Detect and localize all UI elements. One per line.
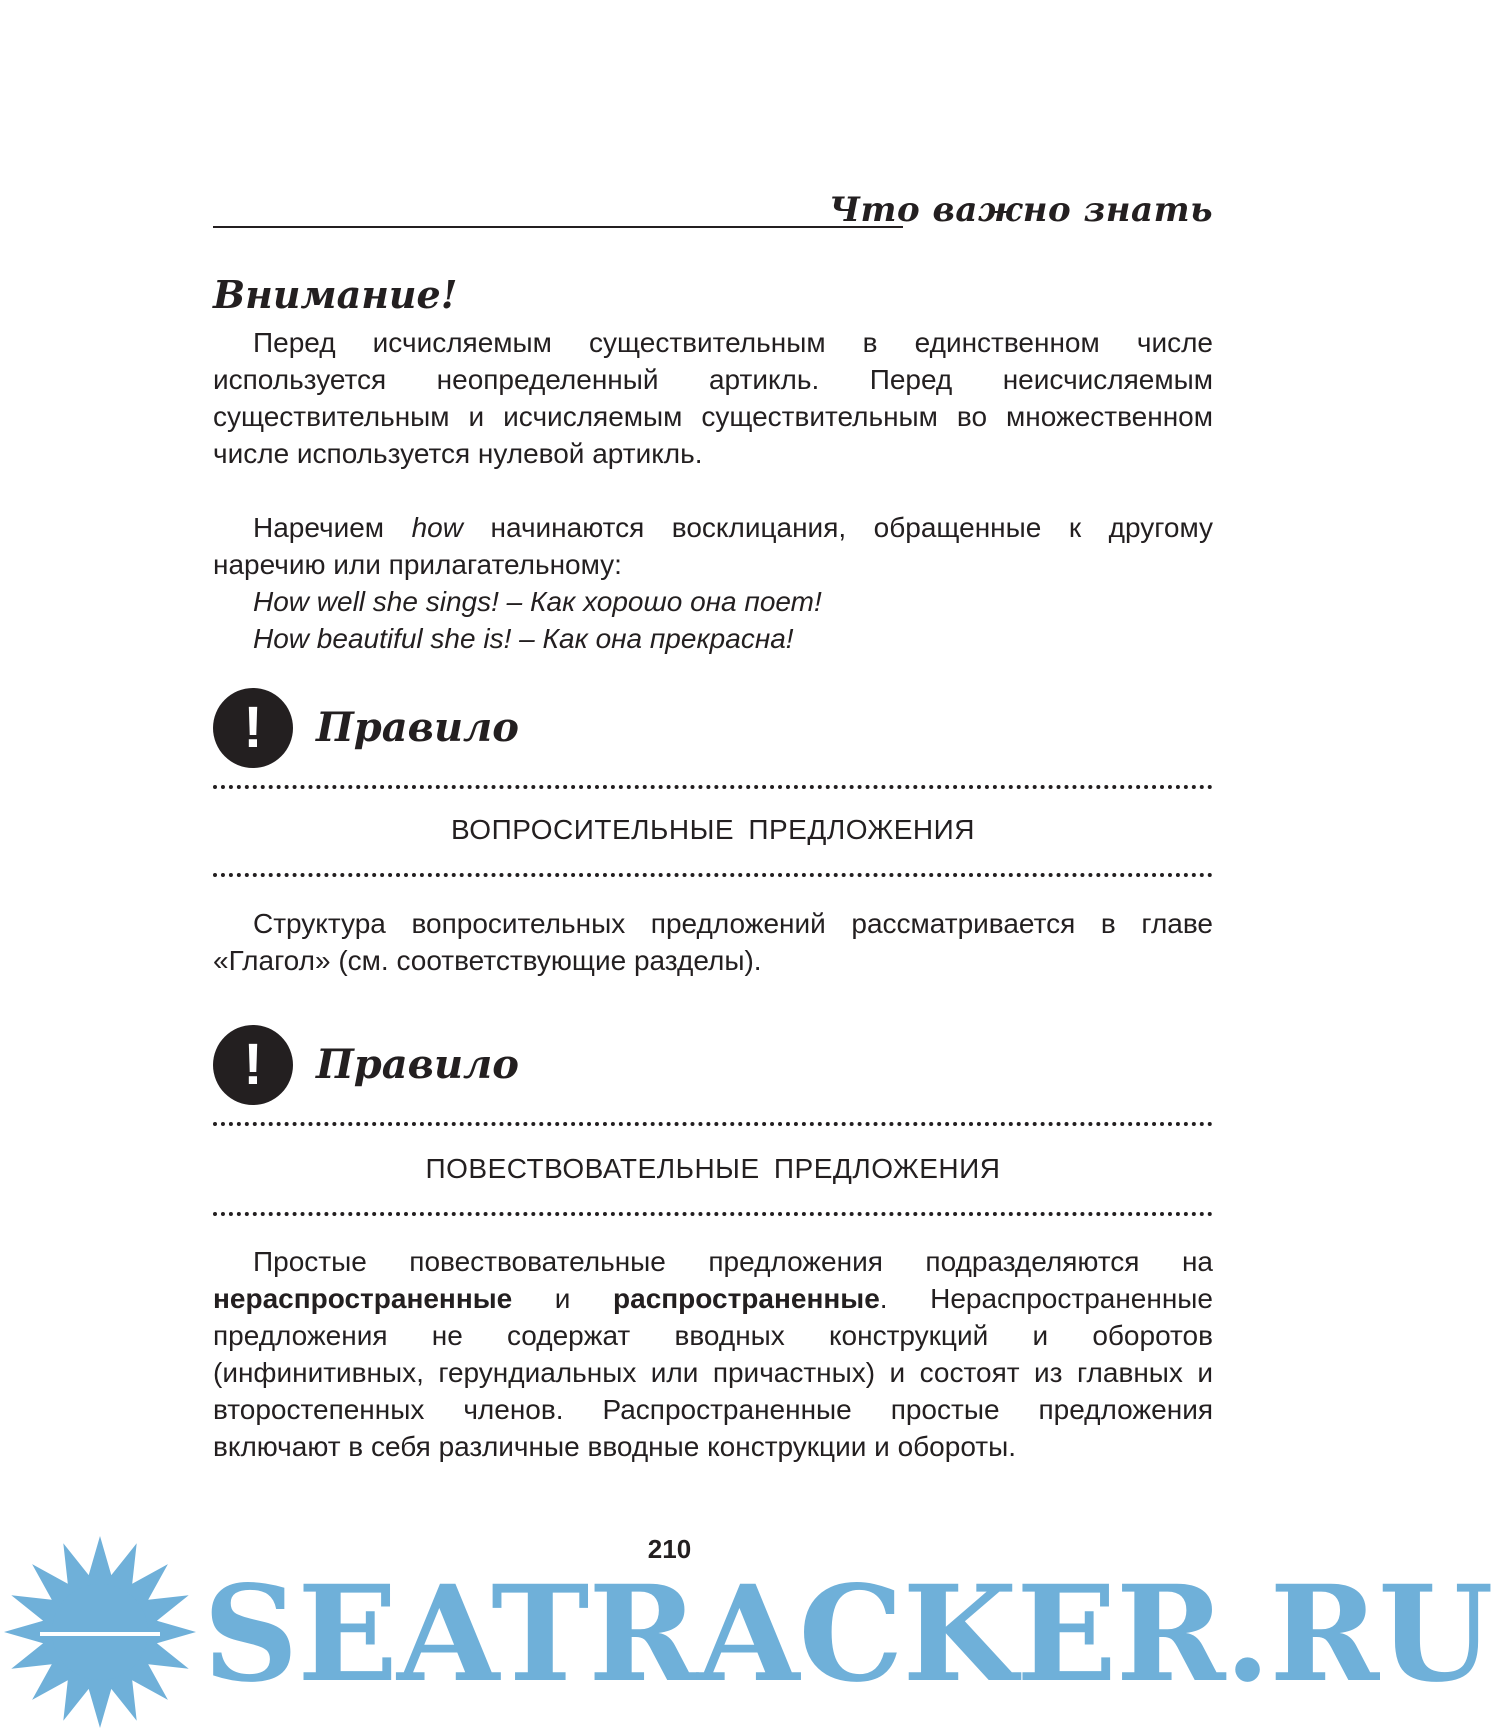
example-line: How well she sings! – Как хорошо она поет!	[253, 586, 822, 617]
rule-heading: ПОВЕСТВОВАТЕЛЬНЫЕ ПРЕДЛОЖЕНИЯ	[425, 1153, 1001, 1184]
how-intro-start: Наречием	[253, 512, 412, 543]
rule-text	[213, 1243, 1213, 1465]
dotted-divider	[213, 1212, 1213, 1216]
rule-label: Правило	[316, 704, 519, 751]
how-intro-end: начинаются восклицания, обращенные к другому наречию или прилагательному:	[213, 512, 1214, 580]
rule-text: Структура вопросительных предложений рассматривается в главе «Глагол» (см. соответствующие разделы).	[213, 908, 1213, 976]
article-paragraph: Перед исчисляемым существительным в единственном числе используется неопределенный артикль. Перед неисчисляемым существительным и исчисляемым существительным во множественном числе используется нулевой артикль.	[213, 327, 1213, 469]
header-rule	[213, 226, 903, 228]
attention-heading: Внимание!	[213, 272, 458, 317]
header-title: Что важно знать	[828, 190, 1213, 230]
watermark-text: SEATRACKER.RU	[203, 1557, 1492, 1712]
bold-term: распространенные	[613, 1283, 880, 1314]
page-number: 210	[647, 1534, 692, 1564]
example-line: How beautiful she is! – Как она прекрасна!	[253, 623, 794, 654]
rule-header	[213, 688, 1213, 778]
rule-text-connector: и	[512, 1283, 614, 1314]
rule-label: Правило	[316, 1041, 519, 1088]
rule-header	[213, 1025, 1213, 1115]
exclamation-icon: !	[213, 688, 293, 768]
how-term: how	[411, 512, 463, 543]
rule-heading: ВОПРОСИТЕЛЬНЫЕ ПРЕДЛОЖЕНИЯ	[451, 814, 975, 845]
bold-term: нераспространенные	[213, 1283, 513, 1314]
dotted-divider	[213, 873, 1213, 877]
dotted-divider	[213, 1122, 1213, 1126]
exclamation-icon: !	[213, 1025, 293, 1105]
rule-text-end: . Нераспространенные предложения не содержат вводных конструкций и оборотов (инфинитивных, герундиальных или причастных) и состоят из главных и второстепенных членов. Распространенные простые предложения включают в себя различные вводные конструкции и обороты.	[213, 1283, 1213, 1462]
sun-logo-icon	[0, 1532, 200, 1732]
how-paragraph	[213, 509, 1213, 657]
running-header	[213, 190, 1213, 240]
how-intro	[213, 509, 1213, 583]
rule-text-start: Простые повествовательные предложения подразделяются на	[253, 1246, 1213, 1277]
dotted-divider	[213, 785, 1213, 789]
